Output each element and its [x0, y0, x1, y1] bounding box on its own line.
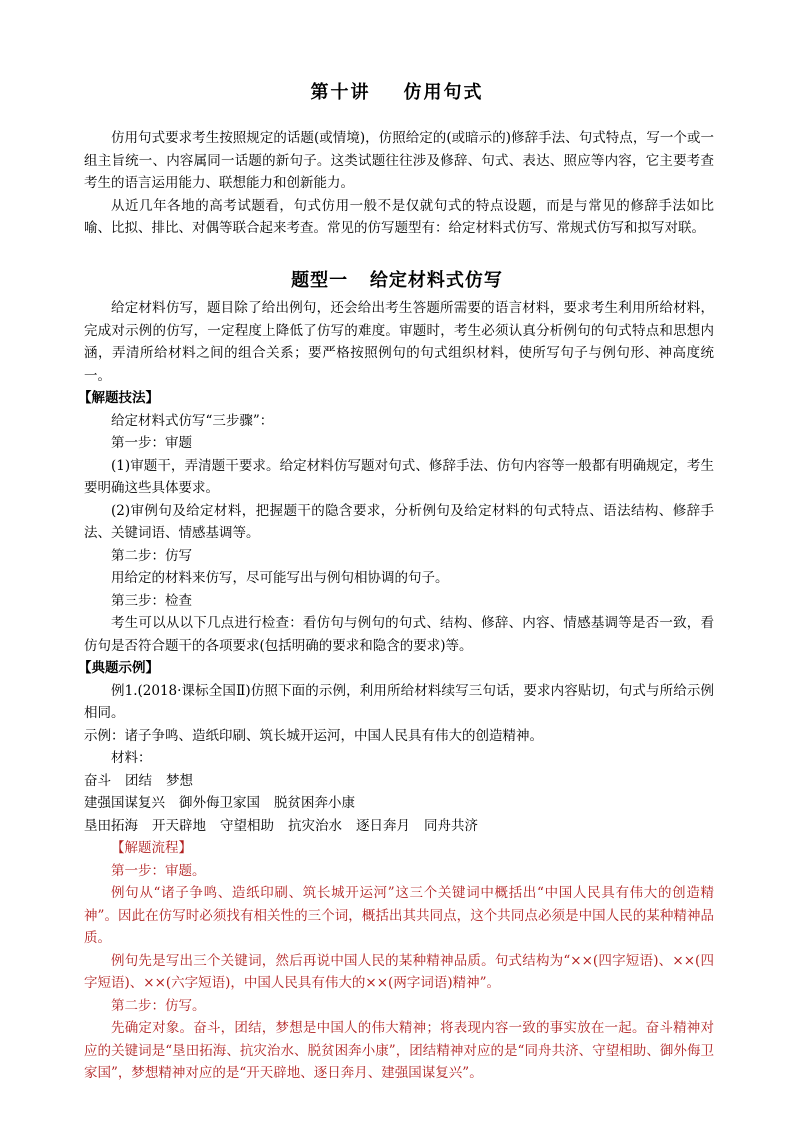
- method-step3: 第三步：检查: [111, 592, 192, 609]
- method-step2-text: 用给定的材料来仿写，尽可能写出与例句相协调的句子。: [111, 570, 449, 586]
- method-heading: 【解题技法】: [78, 390, 159, 406]
- material-item: 垦田拓海: [84, 817, 138, 834]
- solution-step2: 第二步：仿写。: [111, 997, 206, 1014]
- material-label: 材料：: [111, 750, 152, 766]
- intro-section: [84, 127, 714, 240]
- section-intro: 给定材料仿写，题目除了给出例句，还会给出考生答题所需要的语言材料，要求考生利用所给材料，完成对示例的仿写，一定程度上降低了仿写的难度。审题时，考生必须认真分析例句的句式特点和思想内涵，弄清所给材料之间的组合关系；要严格按照例句的句式组织材料，使所写句子与例句形、神高度统一。: [84, 300, 714, 384]
- solution-paragraph-3: 先确定对象。奋斗，团结，梦想是中国人的伟大精神；将表现内容一致的事实放在一起。奋斗精神对应的关键词是“垦田拓海、抗灾治水、脱贫困奔小康”，团结精神对应的是“同舟共济、守望相助、御外侮卫家国”，梦想精神对应的是“开天辟地、逐日奔月、建强国谋复兴”。: [84, 1020, 714, 1081]
- method-lead: 给定材料式仿写“三步骤”：: [111, 412, 274, 429]
- material-item: 御外侮卫家国: [179, 795, 260, 811]
- section-title: 题型一 给定材料式仿写: [291, 270, 503, 291]
- intro-paragraph-2: 从近几年各地的高考试题看，句式仿用一般不是仅就句式的特点设题，而是与常见的修辞手法如比喻、比拟、排比、对偶等联合起来考查。常见的仿写题型有：给定材料式仿写、常规式仿写和拟写对联。: [84, 197, 714, 236]
- material-item: 团结: [125, 772, 152, 789]
- example-heading: 【典题示例】: [78, 660, 159, 676]
- material-row-2: [84, 792, 714, 815]
- material-item: 奋斗: [84, 772, 111, 789]
- method-step2: 第二步：仿写: [111, 547, 192, 564]
- material-item: 脱贫困奔小康: [274, 795, 355, 811]
- material-item: 同舟共济: [424, 817, 478, 834]
- solution-heading: 【解题流程】: [111, 840, 192, 856]
- method-step3-text: 考生可以从以下几点进行检查：看仿句与例句的句式、结构、修辞、内容、情感基调等是否一致，看仿句是否符合题干的各项要求(包括明确的要求和隐含的要求)等。: [84, 615, 714, 654]
- material-item: 建强国谋复兴: [84, 795, 165, 811]
- material-item: 逐日奔月: [356, 817, 410, 834]
- material-item: 抗灾治水: [288, 817, 342, 834]
- solution-step1: 第一步：审题。: [111, 862, 206, 879]
- material-row-1: [84, 770, 714, 793]
- material-row-3: [84, 815, 714, 838]
- material-item: 梦想: [166, 772, 193, 789]
- page-title: 第十讲 仿用句式: [310, 82, 484, 103]
- material-item: 守望相助: [220, 817, 274, 834]
- example-question: 例1.(2018·课标全国Ⅱ)仿照下面的示例，利用所给材料续写三句话，要求内容贴切，句式与所给示例相同。: [84, 682, 714, 721]
- solution-paragraph-1: 例句从“诸子争鸣、造纸印刷、筑长城开运河”这三个关键词中概括出“中国人民具有伟大的创造精神”。因此在仿写时必须找有相关性的三个词，概括出其共同点，这个共同点必须是中国人民的某种精神品质。: [84, 885, 714, 946]
- method-step1-a: (1)审题干，弄清题干要求。给定材料仿写题对句式、修辞手法、仿句内容等一般都有明确规定，考生要明确这些具体要求。: [84, 457, 714, 496]
- main-content: [78, 297, 714, 1085]
- method-step1: 第一步：审题: [111, 435, 192, 451]
- solution-paragraph-2: 例句先是写出三个关键词，然后再说中国人民的某种精神品质。句式结构为“××(四字短语)、××(四字短语)、××(六字短语)，中国人民具有伟大的××(两字词语)精神”。: [84, 952, 714, 991]
- example-sample: 示例：诸子争鸣、造纸印刷、筑长城开运河，中国人民具有伟大的创造精神。: [84, 727, 543, 744]
- method-step1-b: (2)审例句及给定材料，把握题干的隐含要求，分析例句及给定材料的句式特点、语法结构、修辞手法、关键词语、情感基调等。: [84, 502, 714, 541]
- intro-paragraph-1: 仿用句式要求考生按照规定的话题(或情境)，仿照给定的(或暗示的)修辞手法、句式特点，写一个或一组主旨统一、内容属同一话题的新句子。这类试题往往涉及修辞、句式、表达、照应等内容，它主要考查考生的语言运用能力、联想能力和创新能力。: [84, 130, 714, 191]
- material-item: 开天辟地: [152, 817, 206, 834]
